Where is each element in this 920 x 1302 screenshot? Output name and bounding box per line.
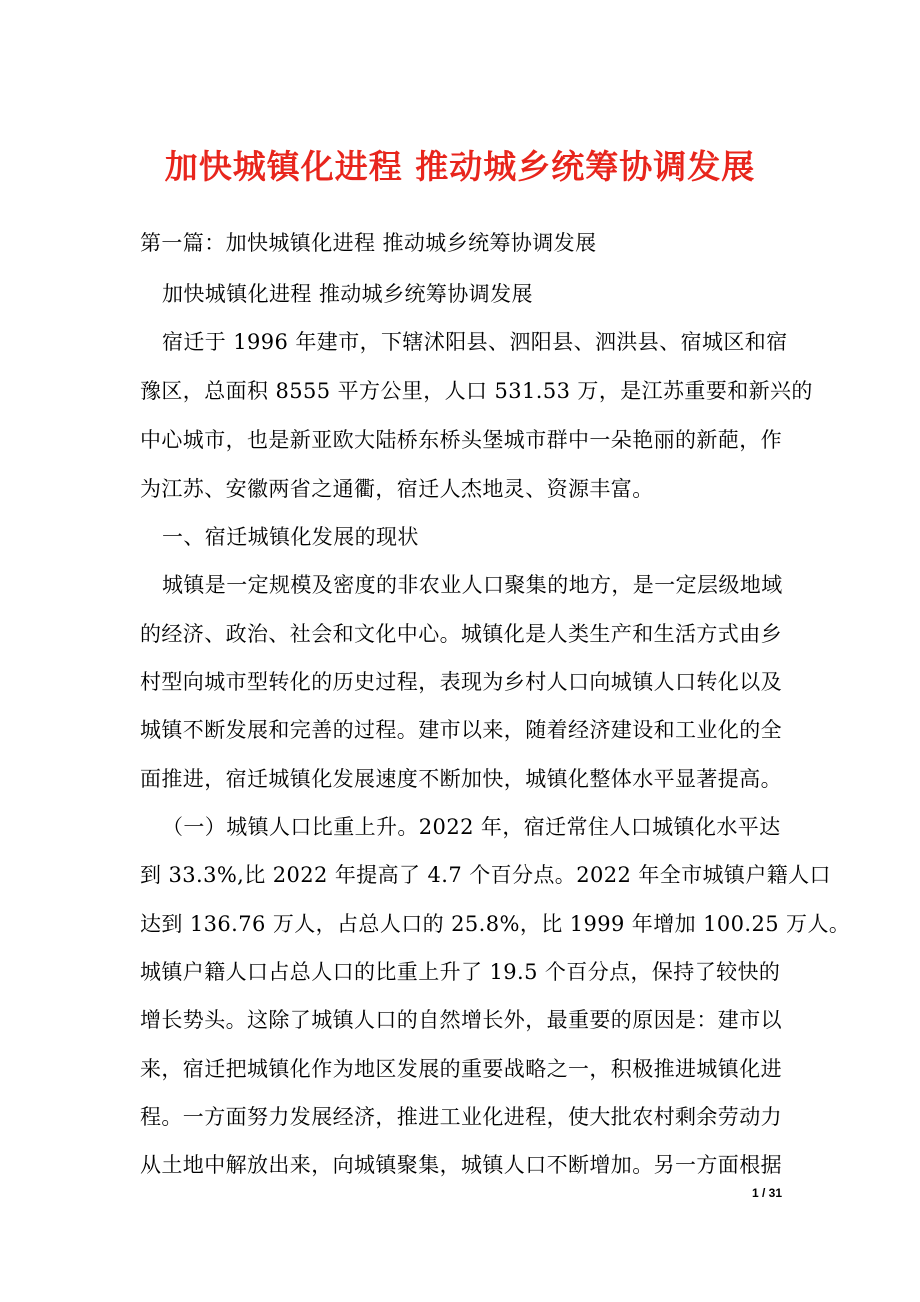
text-line: 程。一方面努力发展经济，推进工业化进程，使大批农村剩余劳动力	[140, 1105, 782, 1129]
text-line: 增长势头。这除了城镇人口的自然增长外，最重要的原因是：建市以	[140, 1008, 782, 1032]
text-line: 城镇不断发展和完善的过程。建市以来，随着经济建设和工业化的全	[140, 718, 782, 742]
text-line: 达到 136.76 万人，占总人口的 25.8%，比 1999 年增加 100.25 万人。	[140, 912, 851, 936]
text-line: 城镇是一定规模及密度的非农业人口聚集的地方，是一定层级地域	[162, 573, 783, 597]
text-line: 来，宿迁把城镇化作为地区发展的重要战略之一，积极推进城镇化进	[140, 1057, 782, 1081]
text-line: 加快城镇化进程 推动城乡统筹协调发展	[162, 282, 533, 306]
text-line: 第一篇：加快城镇化进程 推动城乡统筹协调发展	[140, 231, 597, 255]
text-line: 一、宿迁城镇化发展的现状	[162, 525, 419, 549]
text-line: 宿迁于 1996 年建市，下辖沭阳县、泗阳县、泗洪县、宿城区和宿	[162, 330, 788, 354]
text-line: 的经济、政治、社会和文化中心。城镇化是人类生产和生活方式由乡	[140, 622, 782, 646]
text-line: 到 33.3%,比 2022 年提高了 4.7 个百分点。2022 年全市城镇户籍人口	[140, 863, 831, 887]
text-line: 中心城市，也是新亚欧大陆桥东桥头堡城市群中一朵艳丽的新葩，作	[140, 428, 782, 452]
text-line: （一）城镇人口比重上升。2022 年，宿迁常住人口城镇化水平达	[162, 815, 781, 839]
document-title: 加快城镇化进程 推动城乡统筹协调发展	[164, 147, 756, 186]
text-line: 为江苏、安徽两省之通衢，宿迁人杰地灵、资源丰富。	[140, 477, 654, 501]
page-number: 1 / 31	[751, 1186, 782, 1200]
text-line: 城镇户籍人口占总人口的比重上升了 19.5 个百分点，保持了较快的	[140, 960, 781, 984]
text-line: 从土地中解放出来，向城镇聚集，城镇人口不断增加。另一方面根据	[140, 1153, 782, 1177]
text-line: 豫区，总面积 8555 平方公里，人口 531.53 万，是江苏重要和新兴的	[140, 379, 813, 403]
text-line: 面推进，宿迁城镇化发展速度不断加快，城镇化整体水平显著提高。	[140, 767, 782, 791]
text-line: 村型向城市型转化的历史过程，表现为乡村人口向城镇人口转化以及	[140, 670, 782, 694]
